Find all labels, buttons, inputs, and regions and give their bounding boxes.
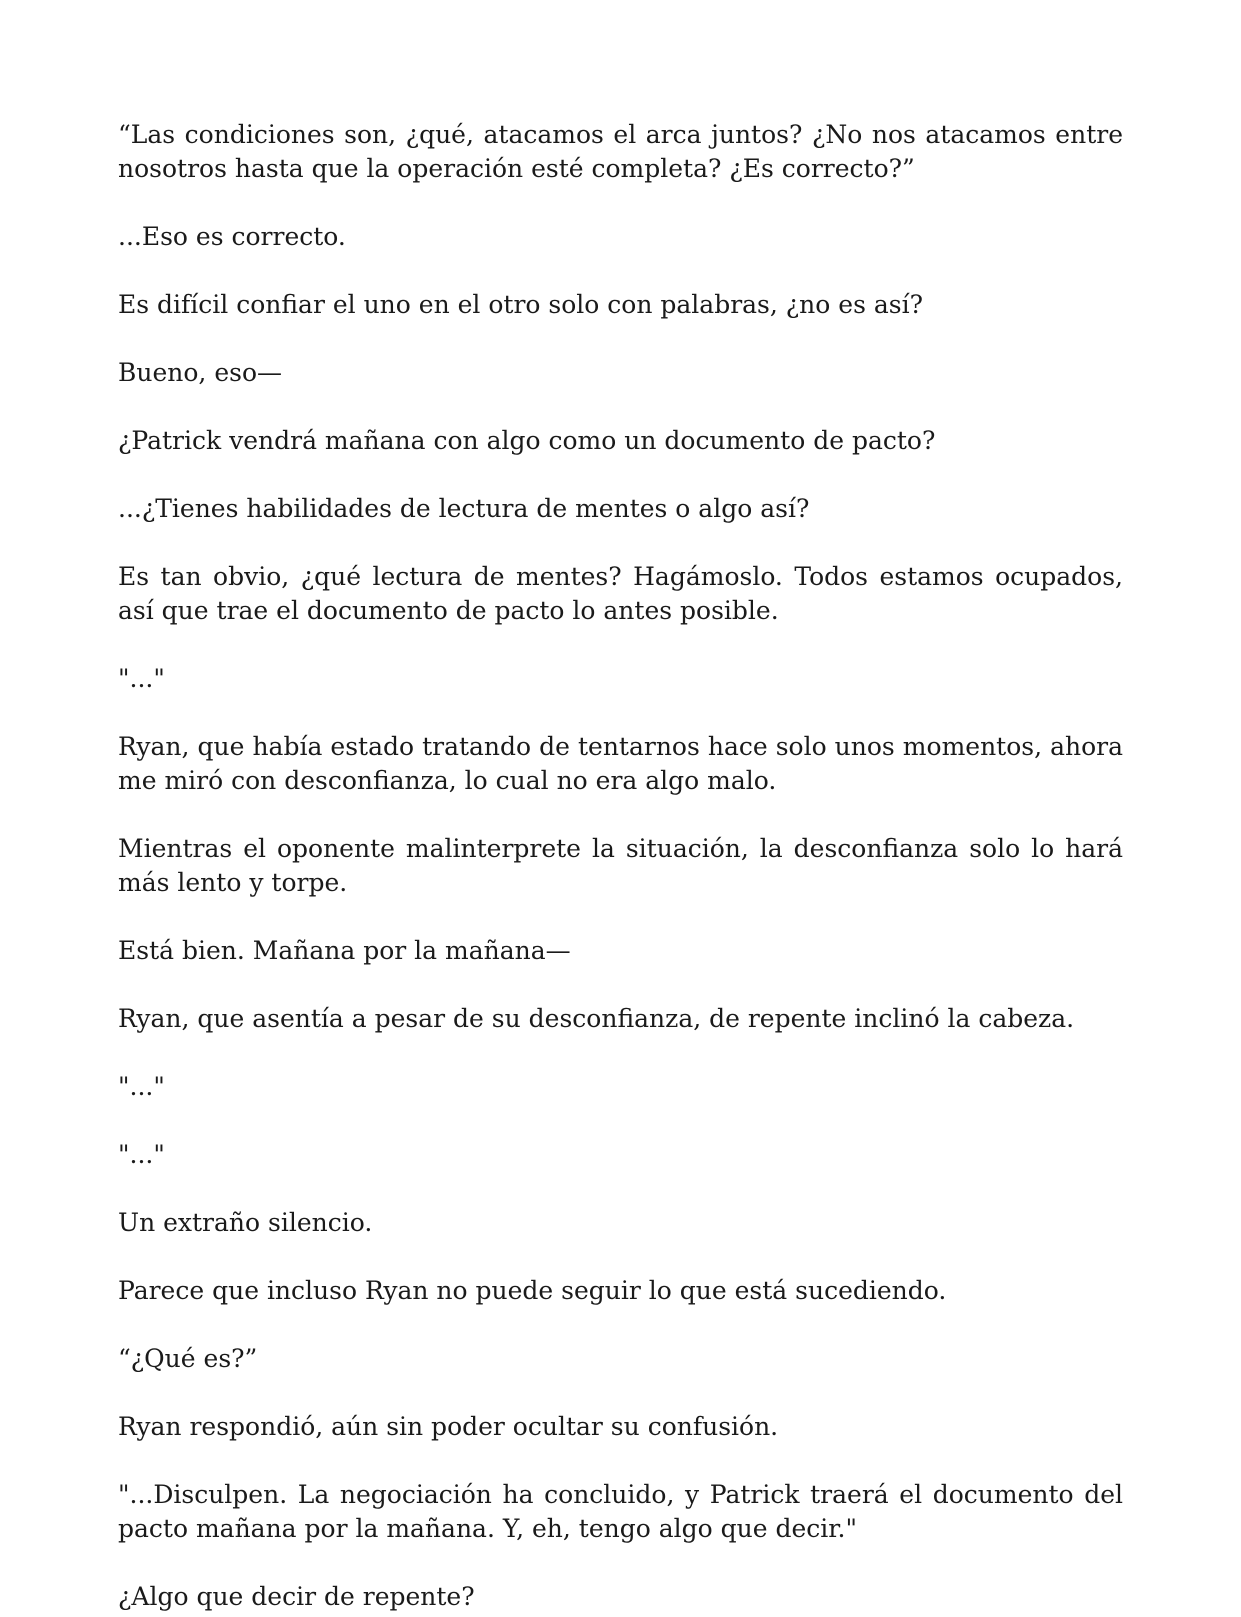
paragraph: ...Eso es correcto.	[118, 222, 346, 251]
paragraph: Ryan respondió, aún sin poder ocultar su confusión.	[118, 1412, 779, 1441]
paragraph: Un extraño silencio.	[118, 1208, 373, 1237]
paragraph: ¿Algo que decir de repente?	[118, 1582, 475, 1611]
paragraph: "...Disculpen. La negociación ha concluido, y Patrick traerá el documento del pacto mañana por la mañana. Y, eh, tengo algo que decir."	[118, 1480, 1123, 1543]
paragraph: Es difícil confiar el uno en el otro solo con palabras, ¿no es así?	[118, 290, 923, 319]
document-body	[118, 118, 1123, 1617]
paragraph: Es tan obvio, ¿qué lectura de mentes? Hagámoslo. Todos estamos ocupados, así que trae el documento de pacto lo antes posible.	[118, 562, 1123, 625]
paragraph: "..."	[118, 1140, 165, 1169]
paragraph: “Las condiciones son, ¿qué, atacamos el arca juntos? ¿No nos atacamos entre nosotros hasta que la operación esté completa? ¿Es correcto?”	[118, 120, 1123, 183]
paragraph: "..."	[118, 664, 165, 693]
paragraph: ¿Patrick vendrá mañana con algo como un documento de pacto?	[118, 426, 936, 455]
paragraph: Bueno, eso—	[118, 358, 282, 387]
paragraph: “¿Qué es?”	[118, 1344, 258, 1373]
paragraph: "..."	[118, 1072, 165, 1101]
paragraph: Parece que incluso Ryan no puede seguir lo que está sucediendo.	[118, 1276, 947, 1305]
paragraph: Ryan, que asentía a pesar de su desconfianza, de repente inclinó la cabeza.	[118, 1004, 1075, 1033]
paragraph: Ryan, que había estado tratando de tentarnos hace solo unos momentos, ahora me miró con desconfianza, lo cual no era algo malo.	[118, 732, 1123, 795]
paragraph: Mientras el oponente malinterprete la situación, la desconfianza solo lo hará más lento y torpe.	[118, 834, 1123, 897]
paragraph: Está bien. Mañana por la mañana—	[118, 936, 571, 965]
paragraph: ...¿Tienes habilidades de lectura de mentes o algo así?	[118, 494, 810, 523]
